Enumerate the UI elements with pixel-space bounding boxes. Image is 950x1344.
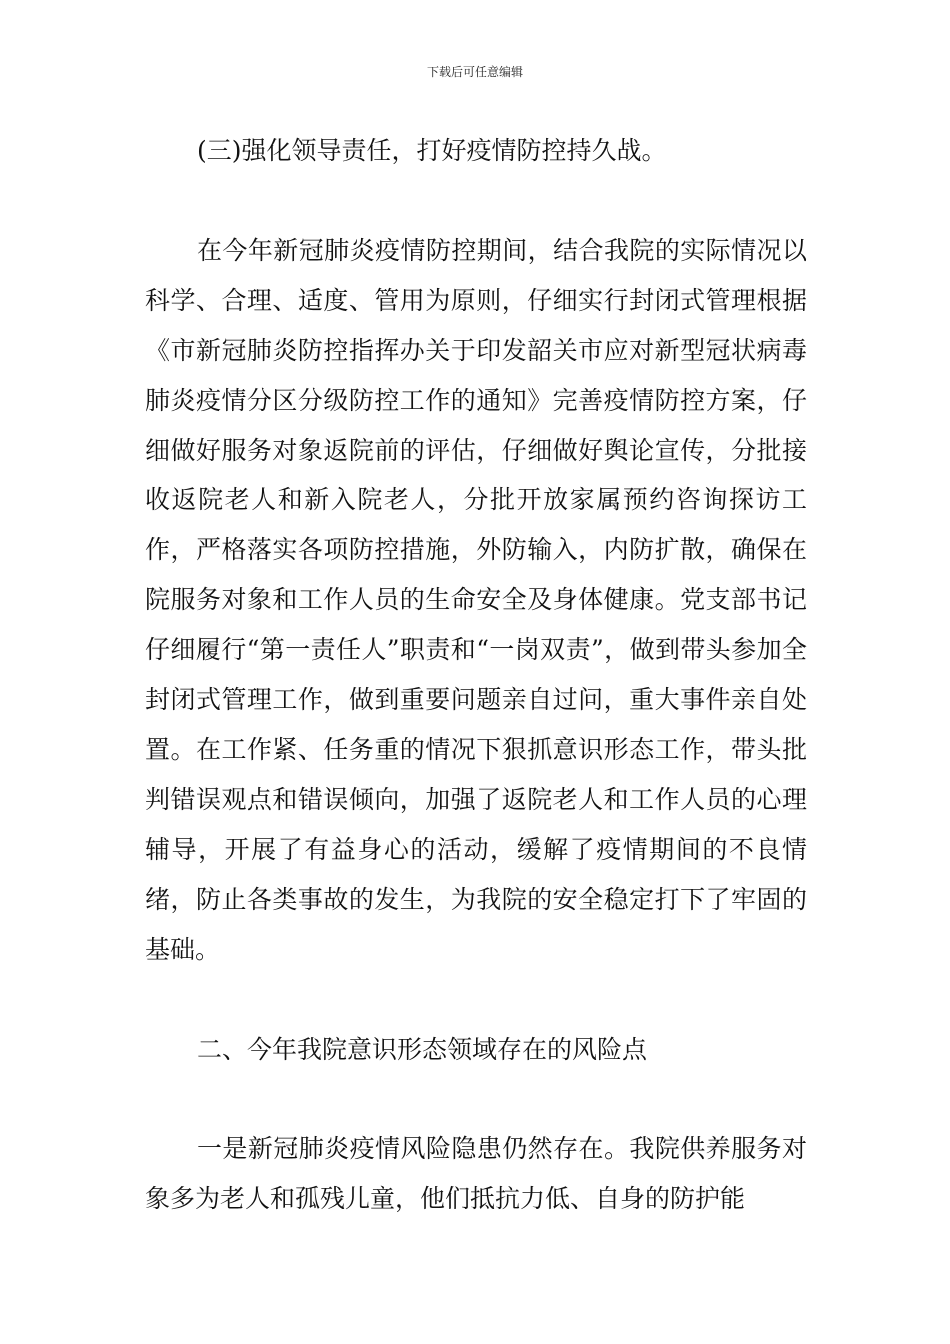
section-heading: 二、今年我院意识形态领域存在的风险点: [197, 1034, 648, 1064]
document-body: [145, 126, 807, 1224]
spacer: [145, 176, 807, 226]
paragraph-2: 一是新冠肺炎疫情风险隐患仍然存在。我院供养服务对象多为老人和孤残儿童，他们抵抗力低、自身的防护能: [145, 1134, 807, 1214]
subheading: (三)强化领导责任，打好疫情防控持久战。: [197, 136, 667, 165]
paragraph-1: 在今年新冠肺炎疫情防控期间，结合我院的实际情况以科学、合理、适度、管用为原则，仔细实行封闭式管理根据《市新冠肺炎防控指挥办关于印发韶关市应对新型冠状病毒肺炎疫情分区分级防控工作的通知》完善疫情防控方案，仔细做好服务对象返院前的评估，仔细做好舆论宣传，分批接收返院老人和新入院老人，分批开放家属预约咨询探访工作，严格落实各项防控措施，外防输入，内防扩散，确保在院服务对象和工作人员的生命安全及身体健康。党支部书记仔细履行“第一责任人”职责和“一岗双责”，做到带头参加全封闭式管理工作，做到重要问题亲自过问，重大事件亲自处置。在工作紧、任务重的情况下狠抓意识形态工作，带头批判错误观点和错误倾向，加强了返院老人和工作人员的心理辅导，开展了有益身心的活动，缓解了疫情期间的不良情绪，防止各类事故的发生，为我院的安全稳定打下了牢固的基础。: [145, 235, 807, 964]
page-header: 下载后可任意编辑: [426, 65, 523, 79]
spacer: [145, 1074, 807, 1124]
spacer: [145, 975, 807, 1025]
